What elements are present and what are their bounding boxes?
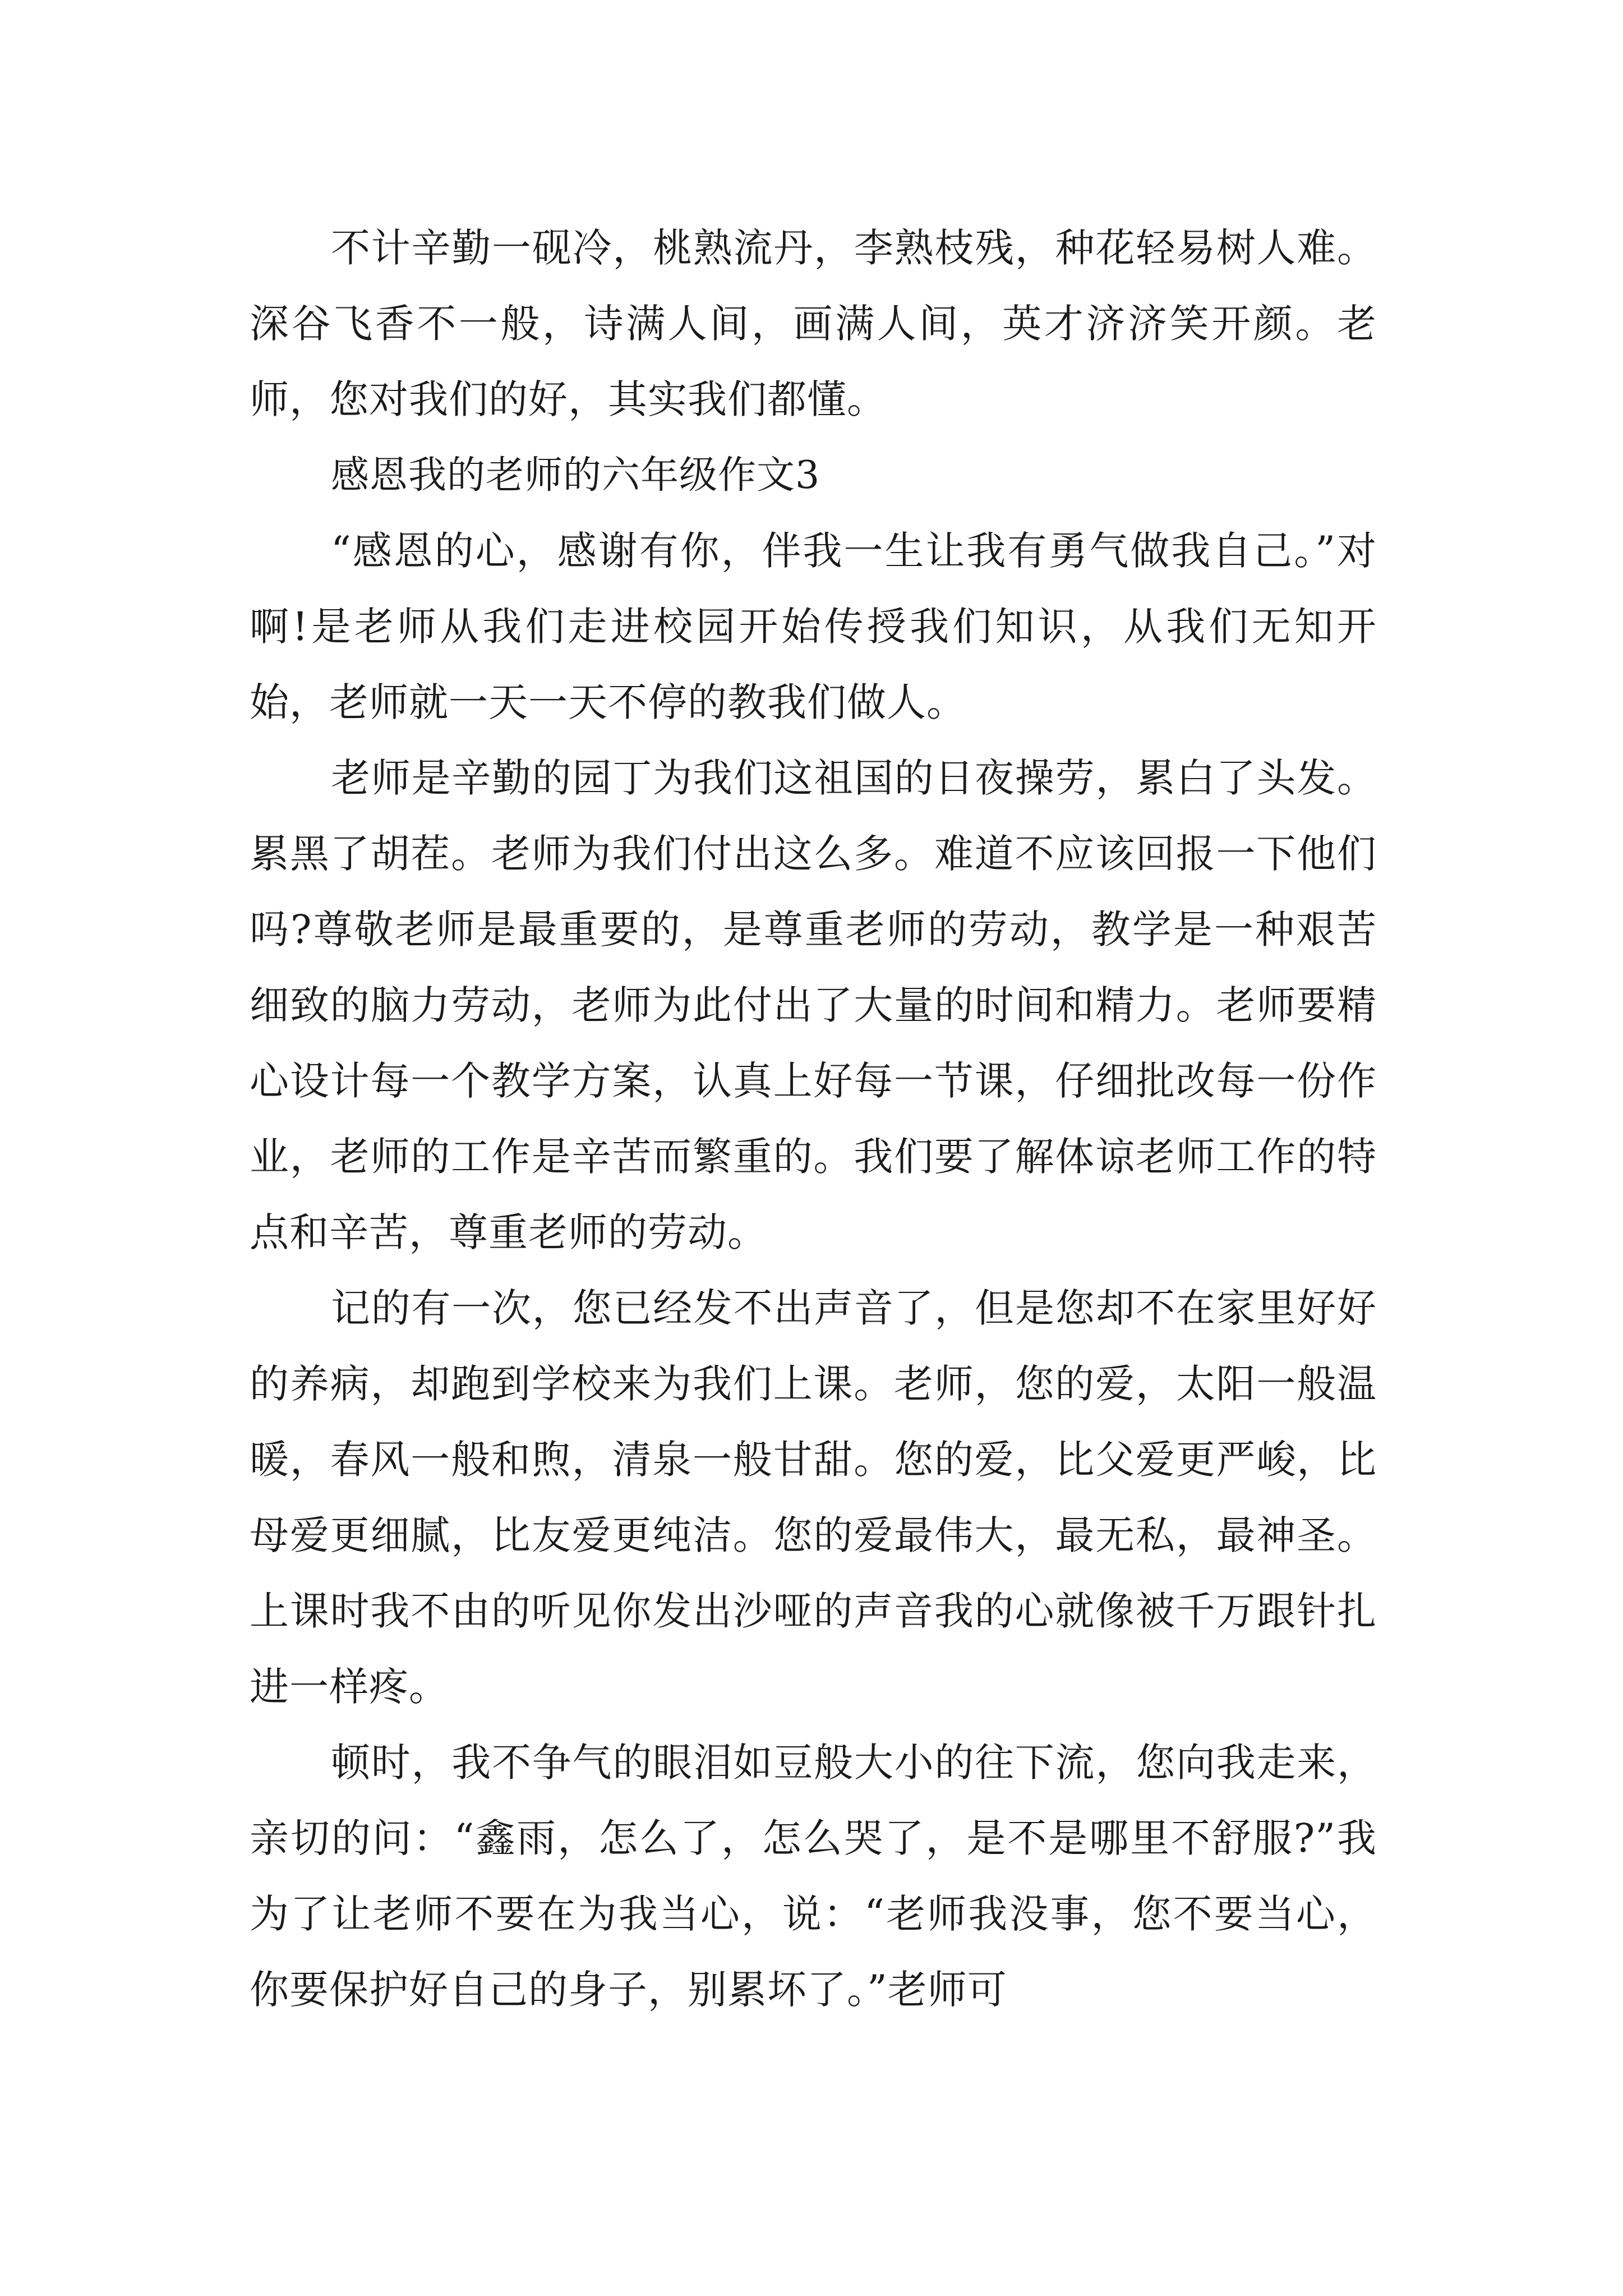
paragraph-3: 老师是辛勤的园丁为我们这祖国的日夜操劳，累白了头发。累黑了胡茬。老师为我们付出这么多。难道不应该回报一下他们吗?尊敬老师是最重要的，是尊重老师的劳动，教学是一种艰苦细致的脑力劳动，老师为此付出了大量的时间和精力。老师要精心设计每一个教学方案，认真上好每一节课，仔细批改每一份作业，老师的工作是辛苦而繁重的。我们要了解体谅老师工作的特点和辛苦，尊重老师的劳动。 xyxy=(250,755,1377,1255)
document-body xyxy=(250,210,1377,2028)
paragraph-2: “感恩的心，感谢有你，伴我一生让我有勇气做我自己。”对啊!是老师从我们走进校园开始传授我们知识，从我们无知开始，老师就一天一天不停的教我们做人。 xyxy=(250,528,1377,725)
paragraph-5: 顿时，我不争气的眼泪如豆般大小的往下流，您向我走来，亲切的问：“鑫雨，怎么了，怎么哭了，是不是哪里不舒服?”我为了让老师不要在为我当心，说：“老师我没事，您不要当心，你要保护好自己的身子，别累坏了。”老师可 xyxy=(250,1740,1377,2013)
paragraph-1: 不计辛勤一砚冷，桃熟流丹，李熟枝残，种花轻易树人难。深谷飞香不一般，诗满人间，画满人间，英才济济笑开颜。老师，您对我们的好，其实我们都懂。 xyxy=(250,225,1377,422)
paragraph-4: 记的有一次，您已经发不出声音了，但是您却不在家里好好的养病，却跑到学校来为我们上课。老师，您的爱，太阳一般温暖，春风一般和煦，清泉一般甘甜。您的爱，比父爱更严峻，比母爱更细腻，比友爱更纯洁。您的爱最伟大，最无私，最神圣。上课时我不由的听见你发出沙哑的声音我的心就像被千万跟针扎进一样疼。 xyxy=(250,1285,1377,1710)
essay-heading: 感恩我的老师的六年级作文3 xyxy=(331,453,820,498)
